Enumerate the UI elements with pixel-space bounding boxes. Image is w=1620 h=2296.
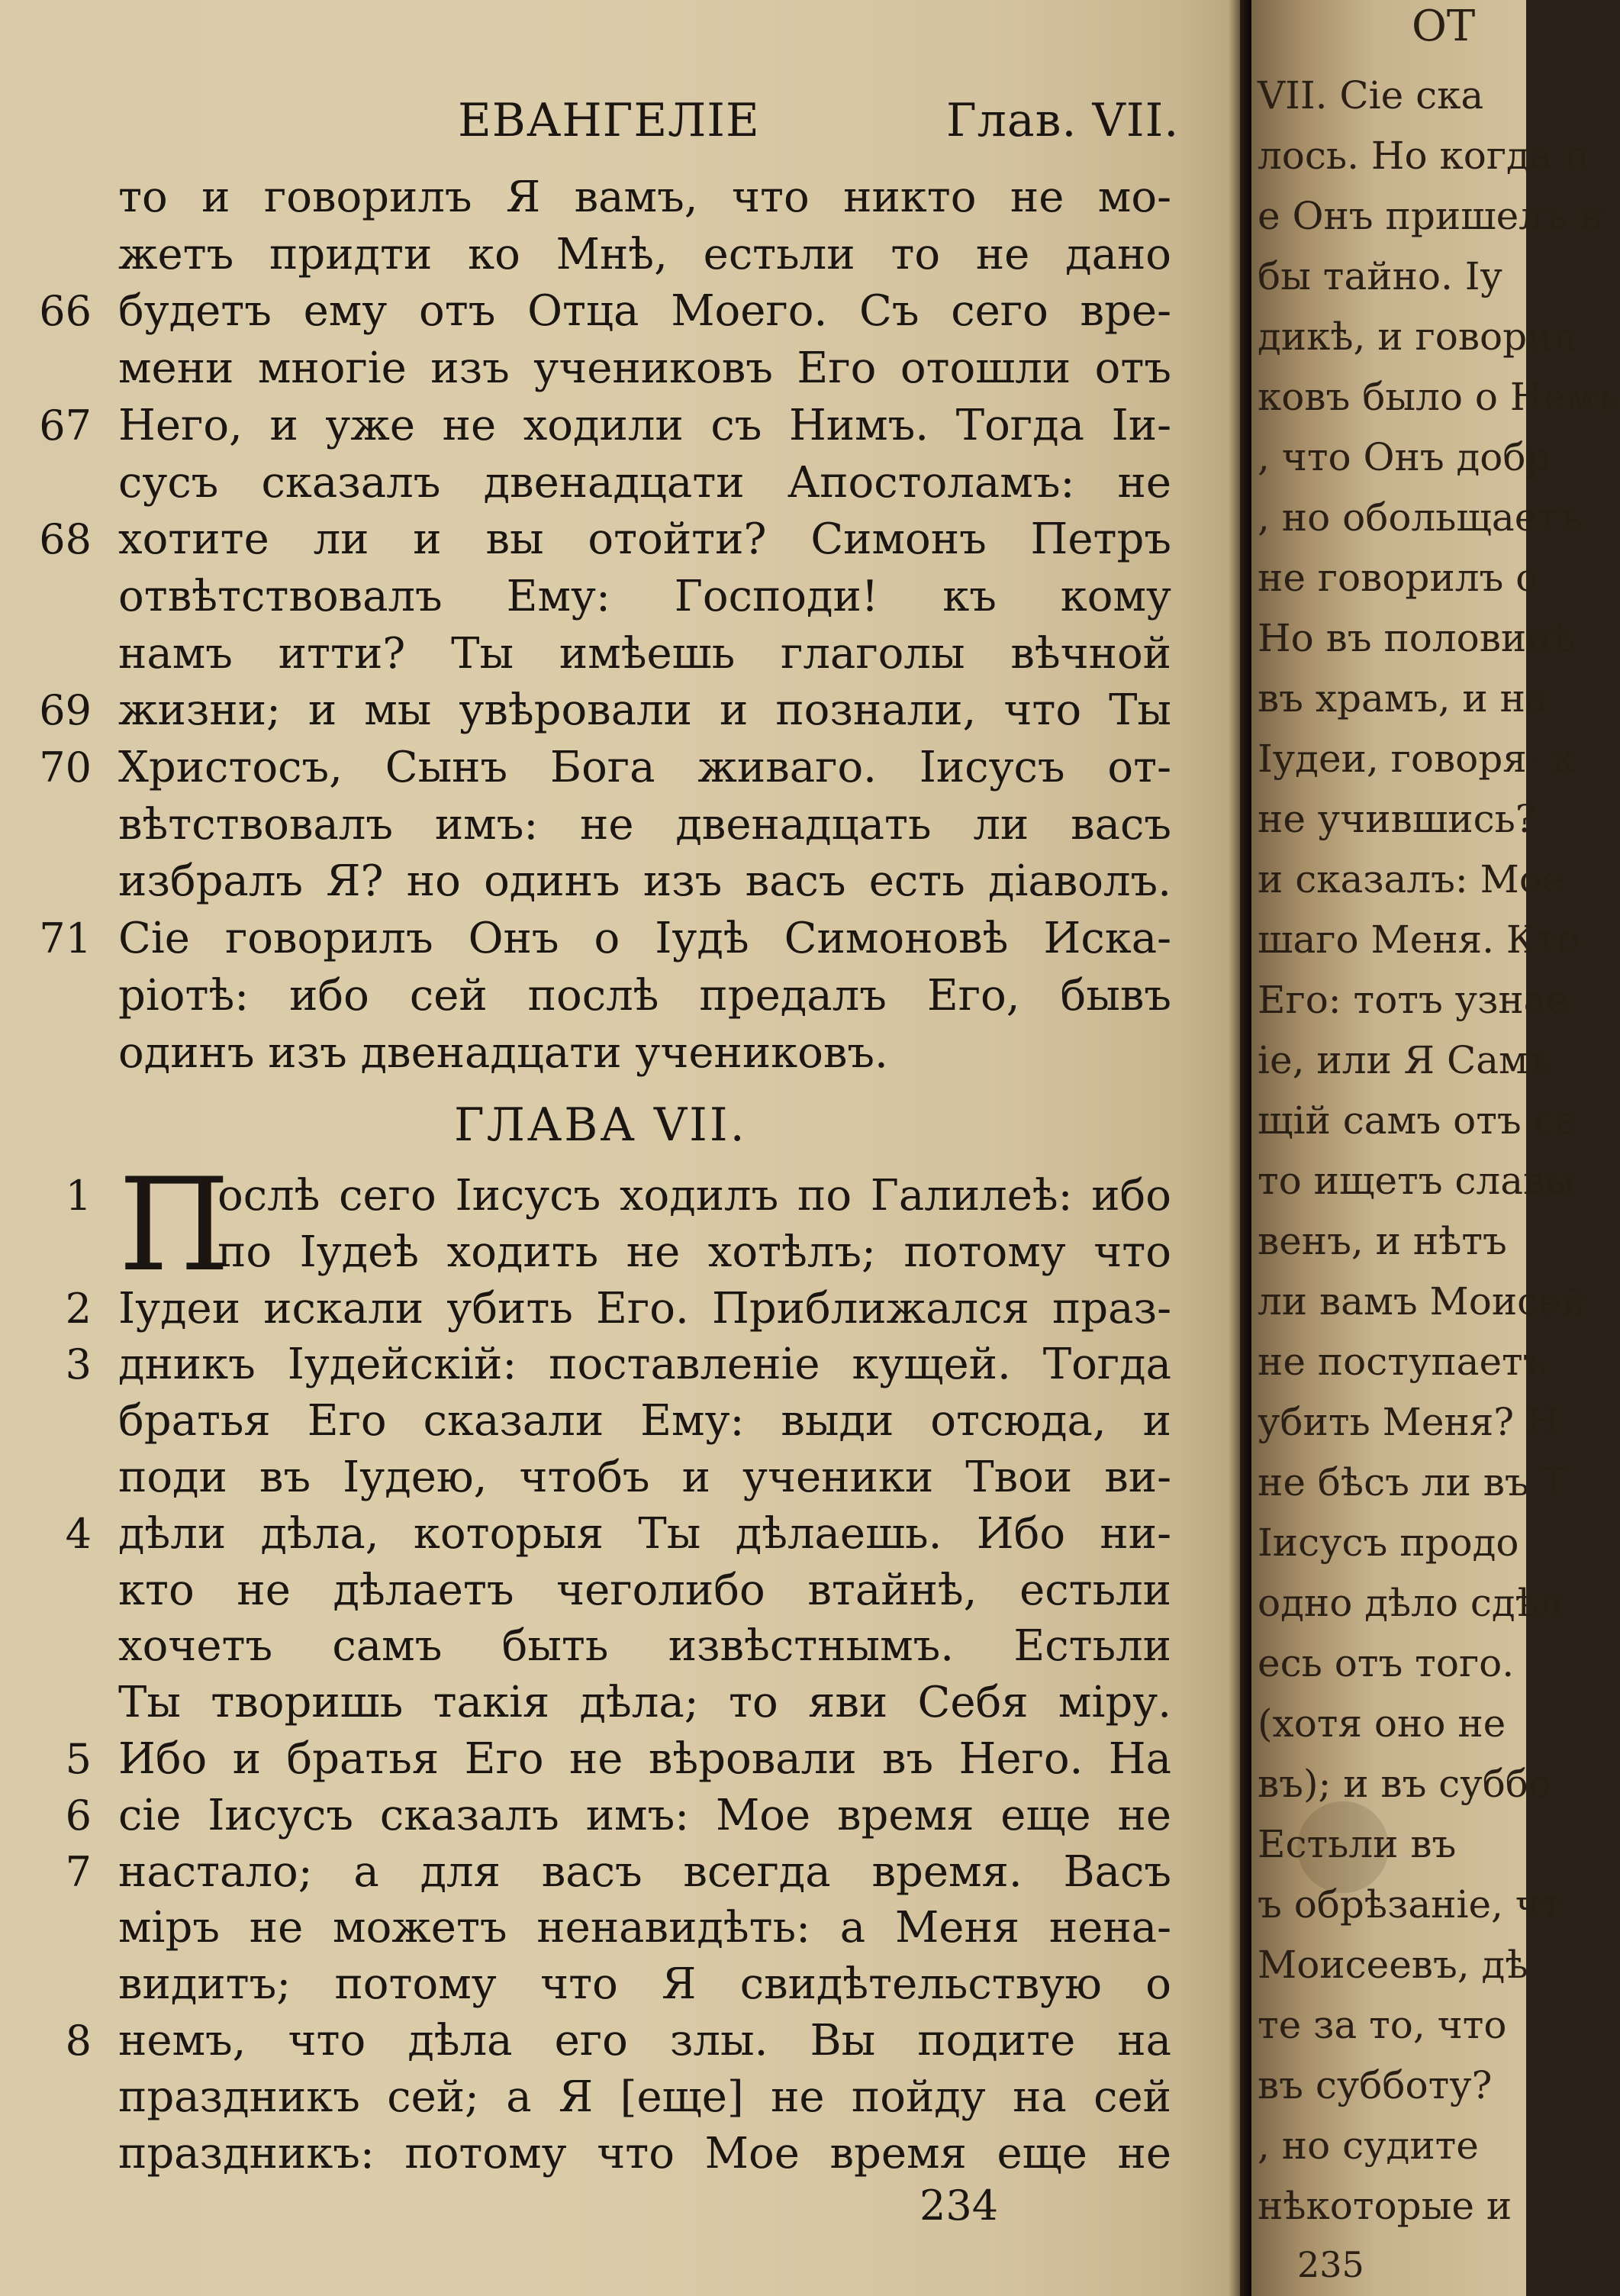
right-page-line: ли вамъ Моисей [1258,1279,1587,1324]
text-line: видитъ; потому что Я свидѣтельствую о [118,1959,1171,2010]
text-line: міръ не можетъ ненавидѣть: а Меня нена- [118,1903,1171,1953]
text-line: праздникъ: потому что Мое время еще не [118,2128,1171,2178]
verse-number: 3 [65,1340,92,1389]
right-page-line: Естьли въ [1258,1822,1457,1866]
text-line: ослѣ сего Іисусъ ходилъ по Галилеѣ: ибо [217,1171,1171,1221]
verse-number: 71 [39,914,92,963]
chapter-heading: ГЛАВА VII. [454,1098,747,1152]
verse-number: 2 [65,1284,92,1333]
right-page-number: 235 [1297,2244,1364,2285]
text-line: мени многіе изъ учениковъ Его отошли отъ [118,343,1171,394]
right-page-line: убить Меня? Н [1258,1400,1560,1444]
text-line: по Іудеѣ ходить не хотѣлъ; потому что [217,1227,1171,1277]
text-line: кто не дѣлаетъ чеголибо втайнѣ, естьли [118,1565,1171,1615]
text-line: хочетъ самъ быть извѣстнымъ. Естьли [118,1621,1171,1672]
text-line: хотите ли и вы отойти? Симонъ Петръ [118,514,1171,565]
verse-number: 68 [39,515,92,564]
right-page-line: Но въ половинѣ [1258,616,1575,660]
right-page-line: въ); и въ суббо [1258,1762,1552,1806]
running-head-chapter: Глав. VII. [946,94,1180,147]
right-page-line: , что Онъ добр [1258,435,1551,479]
right-page-line: нѣкоторые и [1258,2184,1512,2228]
verse-number: 1 [65,1172,92,1220]
text-line: ріотѣ: ибо сей послѣ предалъ Его, бывъ [118,970,1171,1021]
right-page-line: лось. Но когда п [1258,134,1590,178]
verse-number: 69 [39,686,92,735]
text-line: будетъ ему отъ Отца Моего. Съ сего вре- [118,286,1171,337]
right-page-line: то ищетъ славы [1258,1159,1575,1203]
text-line: Христосъ, Сынъ Бога живаго. Іисусъ от- [118,743,1171,792]
right-page-line: Іудеи, говоря: к [1258,737,1576,781]
text-line: немъ, что дѣла его злы. Вы подите на [118,2016,1171,2065]
right-page-line: , но обольщаетъ [1258,495,1583,540]
text-line: братья Его сказали Ему: выди отсюда, и [118,1396,1171,1446]
text-line: сусъ сказалъ двенадцати Апостоламъ: не [118,457,1171,508]
right-page-line: не поступаетъ [1258,1340,1548,1384]
verse-number: 67 [39,401,92,450]
paper-stain [1297,1801,1389,1893]
text-line: настало; а для васъ всегда время. Васъ [118,1846,1171,1897]
text-line: одинъ изъ двенадцати учениковъ. [118,1027,888,1078]
right-page-line: те за то, что [1258,2003,1507,2047]
right-page-line: не говорилъ о [1258,556,1539,600]
text-line: Іудеи искали убить Его. Приближался праз- [118,1283,1171,1333]
right-page-line: е Онъ пришелъ н [1258,194,1606,238]
right-page-line: (хотя оно не [1258,1701,1506,1746]
text-line: Ибо и братья Его не вѣровали въ Него. На [118,1734,1171,1784]
text-line: сіе Іисусъ сказалъ имъ: Мое время еще не [118,1790,1171,1840]
right-page-line: Его: тотъ узнае [1258,978,1570,1022]
right-page-partial [1251,0,1620,2296]
right-page-line: не бѣсъ ли въ Т [1258,1460,1567,1504]
text-line: избралъ Я? но одинъ изъ васъ есть діаволъ. [118,856,1171,907]
verse-number: 66 [39,287,92,336]
verse-number: 6 [65,1791,92,1840]
text-line: дѣли дѣла, которыя Ты дѣлаешь. Ибо ни- [118,1508,1171,1559]
right-page-line: Іисусъ продо [1258,1520,1519,1565]
text-line: вѣтствовалъ имъ: не двенадцать ли васъ [118,799,1171,850]
right-page-line: въ храмъ, и на [1258,676,1548,721]
right-page-line: и сказалъ: Мое [1258,857,1565,901]
verse-number: 70 [39,743,92,792]
verse-number: 7 [65,1847,92,1896]
verse-number: 4 [65,1509,92,1558]
right-page-line: дикѣ, и говорил [1258,314,1577,359]
right-page-line: , но судите [1258,2123,1479,2168]
page-number: 234 [920,2182,999,2230]
right-page-line: есь отъ того. [1258,1641,1515,1685]
text-line: намъ итти? Ты имѣешь глаголы вѣчной [118,628,1171,679]
text-line: праздникъ сей; а Я [еще] не пойду на сей [118,2072,1171,2122]
text-line: Сіе говорилъ Онъ о Іудѣ Симоновѣ Иска- [118,914,1171,964]
right-page-line: щій самъ отъ се [1258,1098,1578,1143]
text-line: Него, и уже не ходили съ Нимъ. Тогда Іи- [118,400,1171,450]
text-line: поди въ Іудею, чтобъ и ученики Твои ви- [118,1453,1171,1502]
right-page-line: VII. Сіе ска [1258,73,1484,118]
running-head-title: ЕВАНГЕЛІЕ [458,94,760,147]
right-page-header: ОТ [1412,2,1476,51]
right-page-line: въ субботу? [1258,2063,1493,2107]
drop-cap: П [118,1150,230,1300]
right-page-line: ъ обрѣзаніе, чт [1258,1882,1562,1927]
right-page-line: не учившись? [1258,797,1536,841]
book-gutter [1229,0,1251,2296]
verse-number: 8 [65,2017,92,2065]
right-page-line: шаго Меня. Кто [1258,917,1580,962]
verse-number: 5 [65,1735,92,1783]
text-line: жетъ придти ко Мнѣ, естьли то не дано [118,229,1171,279]
text-line: то и говорилъ Я вамъ, что никто не мо- [118,173,1171,222]
right-page-line: Моисеевъ, дѣ [1258,1943,1528,1987]
right-page-line: бы тайно. Іу [1258,254,1502,298]
right-page-line: одно дѣло сдѣл [1258,1581,1563,1625]
text-line: Ты творишь такія дѣла; то яви Себя міру. [118,1678,1171,1728]
right-page-line: ковъ было о Немъ [1258,375,1620,419]
right-page-line: венъ, и нѣтъ [1258,1219,1507,1263]
text-line: жизни; и мы увѣровали и познали, что Ты [118,685,1171,736]
right-page-line: іе, или Я Самъ [1258,1038,1553,1082]
text-line: дникъ Іудейскій: поставленіе кущей. Тогда [118,1340,1171,1390]
text-line: отвѣтствовалъ Ему: Господи! къ кому [118,571,1171,621]
